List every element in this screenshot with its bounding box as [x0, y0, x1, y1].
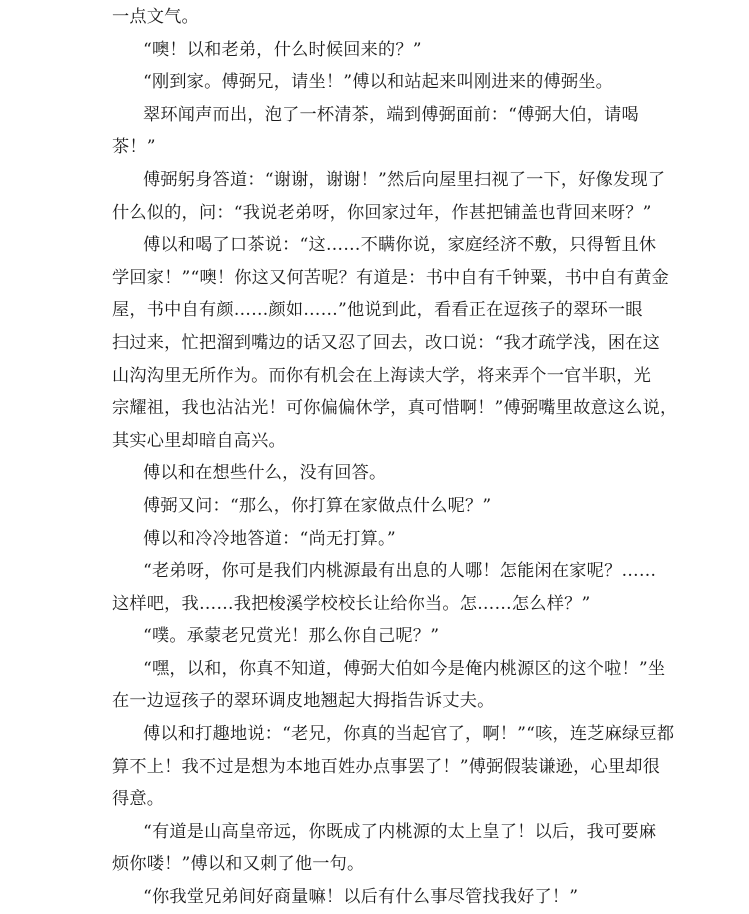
text-line: “刚到家。傅弼兄，请坐！”傅以和站起来叫刚进来的傅弼坐。: [143, 72, 614, 93]
text-line: 傅以和打趣地说：“老兄，你真的当起官了，啊！”“咳，连芝麻绿豆都: [143, 724, 675, 745]
text-line: 在一边逗孩子的翠环调皮地翘起大拇指告诉丈夫。: [112, 691, 495, 712]
text-line: 山沟沟里无所作为。而你有机会在上海读大学，将来弄个一官半职，光: [112, 365, 652, 386]
text-line: “有道是山高皇帝远，你既成了内桃源的太上皇了！以后，我可要麻: [143, 821, 657, 842]
text-body: [112, 1, 705, 914]
text-line: 傅以和在想些什么，没有回答。: [143, 463, 387, 484]
text-line: 傅以和冷冷地答道：“尚无打算。”: [143, 528, 396, 549]
text-line: 烦你喽！”傅以和又刺了他一句。: [112, 854, 365, 875]
text-line: 其实心里却暗自高兴。: [112, 430, 286, 451]
text-line: 屋，书中自有颜……颜如……”他说到此，看看正在逗孩子的翠环一眼: [112, 300, 643, 321]
text-line: “老弟呀，你可是我们内桃源最有出息的人哪！怎能闲在家呢？……: [143, 561, 657, 582]
text-line: 傅弼躬身答道：“谢谢，谢谢！”然后向屋里扫视了一下，好像发现了: [143, 169, 666, 190]
text-line: 傅以和喝了口茶说：“这……不瞒你说，家庭经济不敷，只得暂且休: [143, 235, 657, 256]
text-line: 傅弼又问：“那么，你打算在家做点什么呢？”: [143, 495, 492, 516]
text-line: 扫过来，忙把溜到嘴边的话又忍了回去，改口说：“我才疏学浅，困在这: [112, 332, 661, 353]
text-line: 茶！”: [112, 137, 156, 158]
text-line: “你我堂兄弟间好商量嘛！以后有什么事尽管找我好了！”: [143, 887, 579, 908]
text-line: 翠环闻声而出，泡了一杯清茶，端到傅弼面前：“傅弼大伯，请喝: [143, 104, 639, 125]
text-line: 算不上！我不过是想为本地百姓办点事罢了！”傅弼假装谦逊，心里却很: [112, 756, 661, 777]
text-line: 学回家！”“噢！你这又何苦呢？有道是：书中自有千钟粟，书中自有黄金: [112, 267, 669, 288]
text-line: 得意。: [112, 789, 165, 810]
text-line: “噢！以和老弟，什么时候回来的？”: [143, 39, 422, 60]
text-line: “嘿，以和，你真不知道，傅弼大伯如今是俺内桃源区的这个啦！”坐: [143, 658, 666, 679]
text-line: 这样吧，我……我把梭溪学校校长让给你当。怎……怎么样？”: [112, 593, 591, 614]
text-line: 宗耀祖，我也沾沾光！可你偏偏休学，真可惜啊！”傅弼嘴里故意这么说，: [112, 398, 678, 419]
text-line: 什么似的，问：“我说老弟呀，你回家过年，作甚把铺盖也背回来呀？”: [112, 202, 652, 223]
text-line: “噗。承蒙老兄赏光！那么你自己呢？”: [143, 626, 440, 647]
text-line: 一点文气。: [112, 7, 199, 27]
